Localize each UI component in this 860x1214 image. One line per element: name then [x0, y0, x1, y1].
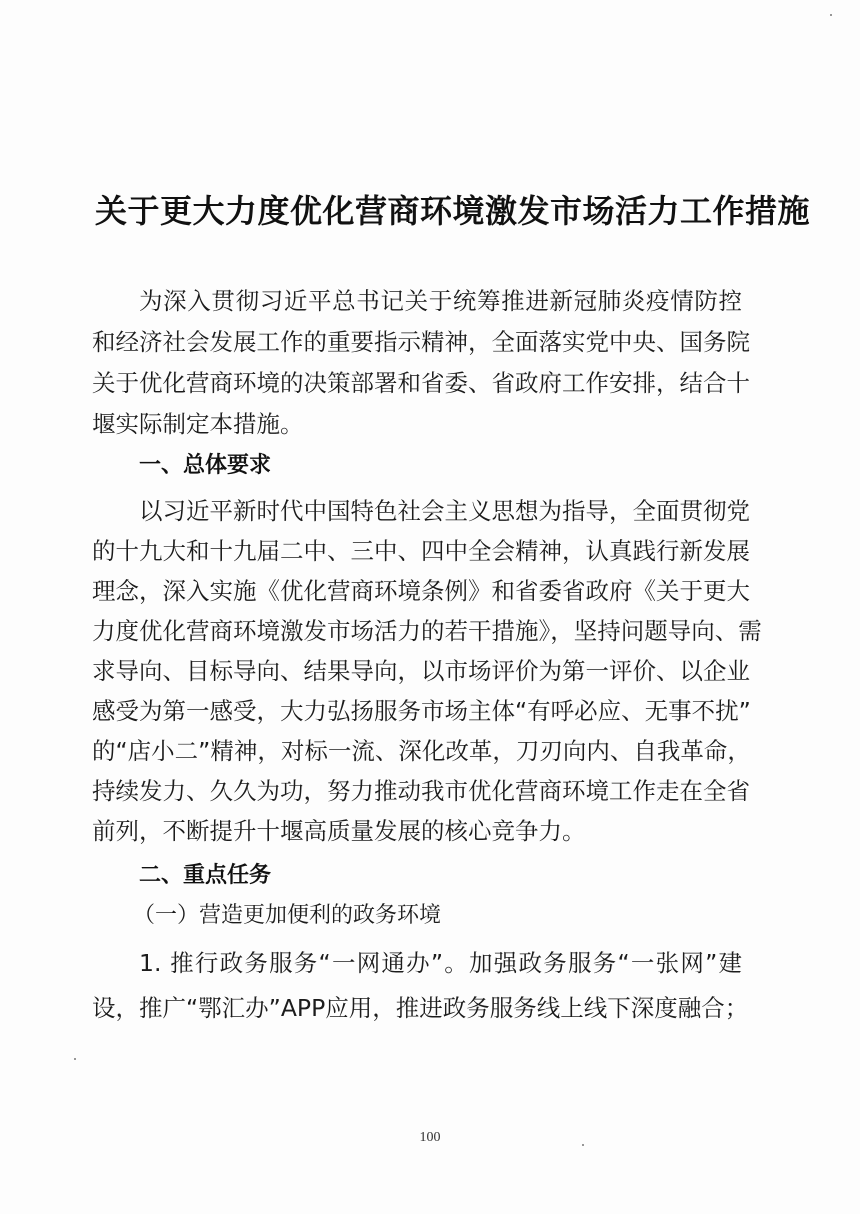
body-line: 前列，不断提升十堰高质量发展的核心竞争力。: [92, 817, 586, 845]
body-line: 理念，深入实施《优化营商环境条例》和省委省政府《关于更大: [92, 577, 750, 605]
body-line: 1. 推行政务服务“一网通办”。加强政务服务“一张网”建: [139, 949, 742, 977]
body-line: 设，推广“鄂汇办”APP应用，推进政务服务线上线下深度融合；: [92, 994, 749, 1022]
page-number: 100: [419, 1130, 441, 1145]
body-line: 的十九大和十九届二中、三中、四中全会精神，认真践行新发展: [92, 537, 750, 565]
intro-line: 为深入贯彻习近平总书记关于统筹推进新冠肺炎疫情防控: [139, 287, 742, 315]
body-line: 的“店小二”精神，对标一流、深化改革，刀刃向内、自我革命，: [92, 737, 751, 765]
body-line: 以习近平新时代中国特色社会主义思想为指导，全面贯彻党: [139, 497, 750, 525]
intro-line: 和经济社会发展工作的重要指示精神，全面落实党中央、国务院: [92, 328, 750, 356]
section-heading-overall-requirements: 一、总体要求: [139, 453, 272, 478]
scan-speck: [582, 1144, 584, 1146]
body-line: 求导向、目标导向、结果导向，以市场评价为第一评价、以企业: [92, 657, 750, 685]
intro-line: 关于优化营商环境的决策部署和省委、省政府工作安排，结合十: [92, 369, 750, 397]
body-line: 力度优化营商环境激发市场活力的若干措施》，坚持问题导向、需: [92, 617, 762, 645]
scan-speck: [74, 1058, 76, 1060]
section-heading-key-tasks: 二、重点任务: [139, 863, 272, 888]
body-line: 感受为第一感受，大力弘扬服务市场主体“有呼必应、无事不扰”: [92, 697, 751, 725]
scan-speck: [830, 14, 832, 16]
subsection-heading: （一）营造更加便利的政务环境: [133, 903, 442, 928]
intro-line: 堰实际制定本措施。: [92, 410, 304, 438]
body-line: 持续发力、久久为功，努力推动我市优化营商环境工作走在全省: [92, 777, 750, 805]
document-title: 关于更大力度优化营商环境激发市场活力工作措施: [95, 192, 811, 230]
